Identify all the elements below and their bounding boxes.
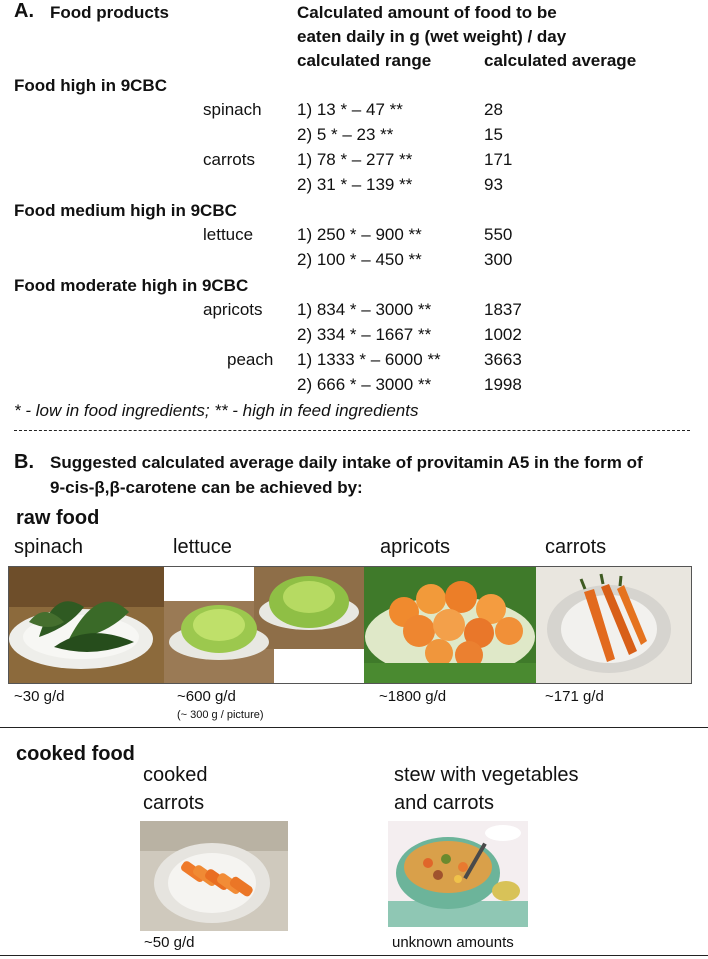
- raw-label-carrots: carrots: [545, 536, 607, 558]
- average-value: 300: [484, 250, 513, 269]
- stew-label-line1: stew with vegetables: [394, 764, 579, 786]
- carrots-photo: [536, 567, 691, 683]
- food-products-header: Food products: [50, 3, 169, 22]
- raw-food-photo-strip: [8, 566, 692, 684]
- raw-amount-carrots: ~171 g/d: [545, 688, 604, 705]
- cooked-label-line1: cooked: [143, 764, 208, 786]
- group-title: Food moderate high in 9CBC: [14, 276, 249, 295]
- average-header: calculated average: [484, 51, 637, 70]
- range-value: 1) 250 * – 900 **: [297, 225, 422, 244]
- lettuce-photo: [164, 567, 364, 683]
- range-value: 2) 31 * – 139 **: [297, 175, 413, 194]
- food-name: spinach: [203, 100, 262, 119]
- average-value: 1002: [484, 325, 522, 344]
- cooked-amount: ~50 g/d: [144, 934, 195, 951]
- raw-amount-lettuce: ~600 g/d: [177, 688, 236, 705]
- spinach-photo: [9, 567, 164, 683]
- stew-photo: [388, 821, 528, 927]
- amount-header-line2: eaten daily in g (wet weight) / day: [297, 27, 567, 46]
- section-a-letter: A.: [14, 0, 34, 22]
- range-value: 1) 78 * – 277 **: [297, 150, 413, 169]
- average-value: 28: [484, 100, 503, 119]
- raw-note-lettuce: (~ 300 g / picture): [177, 709, 264, 721]
- group-title: Food high in 9CBC: [14, 76, 167, 95]
- food-name: peach: [227, 350, 274, 369]
- bottom-line: [0, 955, 708, 956]
- average-value: 3663: [484, 350, 522, 369]
- range-value: 2) 5 * – 23 **: [297, 125, 394, 144]
- divider-line: [0, 727, 708, 728]
- raw-amount-apricots: ~1800 g/d: [379, 688, 447, 705]
- group-title: Food medium high in 9CBC: [14, 201, 237, 220]
- stew-label-line2: and carrots: [394, 792, 495, 814]
- average-value: 1837: [484, 300, 522, 319]
- range-header: calculated range: [297, 51, 432, 70]
- range-value: 2) 666 * – 3000 **: [297, 375, 432, 394]
- average-value: 1998: [484, 375, 522, 394]
- range-value: 2) 100 * – 450 **: [297, 250, 422, 269]
- average-value: 550: [484, 225, 513, 244]
- raw-amount-spinach: ~30 g/d: [14, 688, 65, 705]
- range-value: 1) 1333 * – 6000 **: [297, 350, 441, 369]
- average-value: 93: [484, 175, 503, 194]
- average-value: 15: [484, 125, 503, 144]
- cooked-label-line2: carrots: [143, 792, 205, 814]
- range-value: 1) 834 * – 3000 **: [297, 300, 432, 319]
- stew-amount: unknown amounts: [392, 934, 514, 951]
- food-name: carrots: [203, 150, 255, 169]
- raw-label-lettuce: lettuce: [173, 536, 232, 558]
- section-b-letter: B.: [14, 451, 34, 473]
- range-value: 1) 13 * – 47 **: [297, 100, 403, 119]
- section-b-title-line1: Suggested calculated average daily intake of provitamin A5 in the form of: [50, 453, 643, 472]
- raw-label-apricots: apricots: [380, 536, 451, 558]
- apricots-photo: [364, 567, 536, 683]
- raw-label-spinach: spinach: [14, 536, 83, 558]
- footnote: * - low in food ingredients; ** - high in feed ingredients: [14, 401, 419, 420]
- food-name: apricots: [203, 300, 263, 319]
- cooked-food-title: cooked food: [16, 743, 135, 765]
- range-value: 2) 334 * – 1667 **: [297, 325, 432, 344]
- average-value: 171: [484, 150, 513, 169]
- food-name: lettuce: [203, 225, 254, 244]
- dashed-divider: [14, 430, 690, 431]
- section-b-title-line2: 9-cis-β,β-carotene can be achieved by:: [50, 478, 363, 497]
- amount-header-line1: Calculated amount of food to be: [297, 3, 557, 22]
- cooked-carrots-photo: [140, 821, 288, 931]
- raw-food-title: raw food: [16, 507, 100, 529]
